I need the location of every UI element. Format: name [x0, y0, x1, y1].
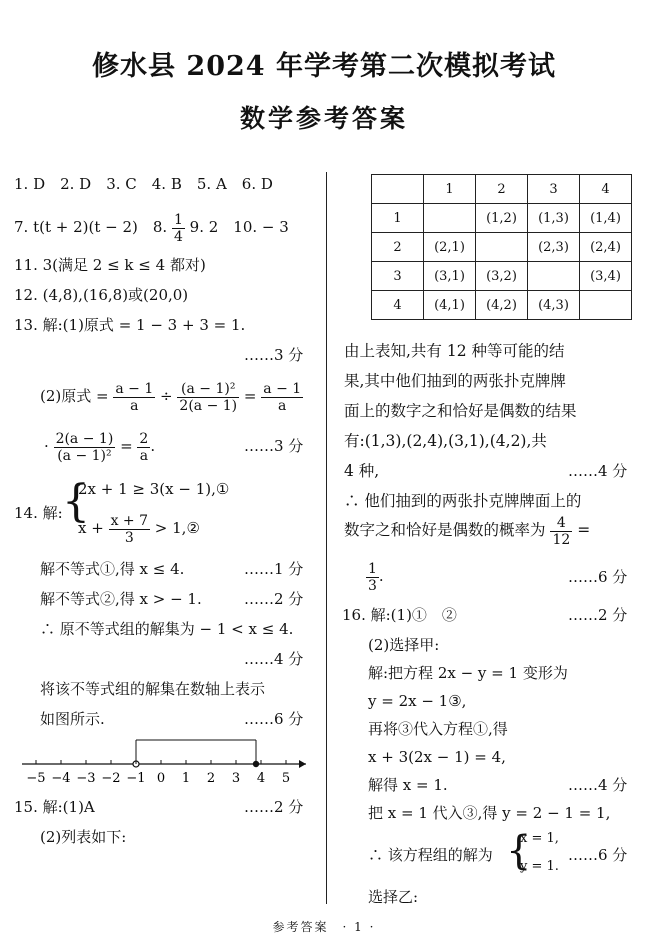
table-cell: (3,2)	[476, 262, 528, 291]
table-row	[372, 291, 632, 320]
table-cell: 3	[528, 175, 580, 204]
table-cell: (2,4)	[580, 233, 632, 262]
number-line-text-1: 将该不等式组的解集在数轴上表示	[40, 680, 266, 698]
score-13a: ……3 分	[244, 346, 304, 364]
text-r4: 有:(1,3),(2,4),(3,1),(4,2),共	[344, 432, 547, 450]
axis-tick-label: −2	[101, 771, 121, 786]
table-cell: (2,1)	[424, 233, 476, 262]
table-cell	[528, 262, 580, 291]
axis-tick-label: 0	[156, 771, 166, 786]
table-cell: 3	[372, 262, 424, 291]
table-cell: (4,1)	[424, 291, 476, 320]
score-15b: ……4 分	[568, 462, 628, 480]
fraction: $\frac{x + 7}{3}$	[110, 512, 149, 546]
exam-subtitle: 数学参考答案	[239, 104, 408, 133]
text-r15: 解得 x = 1.	[368, 776, 448, 794]
text-r11: 解:把方程 2x − y = 1 变形为	[368, 664, 568, 682]
table-cell: 1	[424, 175, 476, 204]
table-cell: 2	[476, 175, 528, 204]
inequality-2: x + $\frac{x + 7}{3}$ > 1,②	[78, 512, 200, 546]
table-cell: (3,4)	[580, 262, 632, 291]
score-14b: ……2 分	[244, 590, 304, 608]
score-16c: ……6 分	[568, 846, 628, 864]
answer-15-part2: (2)列表如下:	[40, 828, 127, 846]
answer-12: 12. (4,8),(16,8)或(20,0)	[14, 286, 189, 304]
table-cell: (1,3)	[528, 204, 580, 233]
table-row	[372, 204, 632, 233]
answer-14-label: 14. 解:	[14, 504, 63, 522]
table-cell: (4,2)	[476, 291, 528, 320]
text-r10: (2)选择甲:	[368, 636, 440, 654]
score-14e: ……6 分	[244, 710, 304, 728]
text-r12: y = 2x − 1③,	[368, 692, 467, 710]
axis-tick-label: 3	[231, 771, 241, 786]
axis-tick-label: 4	[256, 771, 266, 786]
text-r3: 面上的数字之和恰好是偶数的结果	[344, 402, 577, 420]
fraction-four-twelfths: $\frac{4}{12}$	[552, 514, 571, 548]
answer-13-part1: 13. 解:(1)原式 = 1 − 3 + 3 = 1.	[14, 316, 246, 334]
answer-16-part1: 16. 解:(1)① ②	[342, 606, 457, 624]
score-14a: ……1 分	[244, 560, 304, 578]
answer-9-10: 9. 2 10. − 3	[189, 218, 289, 236]
fraction-one-quarter: $\frac{1}{4}$	[173, 211, 183, 245]
text-r2: 果,其中他们抽到的两张扑克牌牌	[344, 372, 566, 390]
table-cell: 4	[372, 291, 424, 320]
fraction: $\frac{a - 1}{a}$	[263, 380, 302, 414]
axis-tick-label: 5	[281, 771, 291, 786]
system-brace: {	[62, 476, 90, 527]
number-line	[18, 736, 308, 790]
text-r13: 再将③代入方程①,得	[368, 720, 508, 738]
closed-point	[253, 761, 259, 767]
answers-7-10	[14, 209, 289, 245]
fraction: $\frac{\text{(a − 1)²}}{2(a - 1)}$	[179, 380, 238, 414]
axis-tick-label: −3	[76, 771, 96, 786]
table-cell	[476, 233, 528, 262]
axis-tick-label: −4	[51, 771, 71, 786]
solution-brace: {	[506, 828, 532, 874]
table-cell: 2	[372, 233, 424, 262]
axis-tick-label: 1	[181, 771, 191, 786]
number-line-text-2: 如图所示.	[40, 710, 105, 728]
solve-ineq-1: 解不等式①,得 x ≤ 4.	[40, 560, 185, 578]
table-cell: (4,3)	[528, 291, 580, 320]
score-15: ……2 分	[244, 798, 304, 816]
solution-x: x = 1,	[520, 831, 559, 846]
text-r5: 4 种,	[344, 462, 380, 480]
table-cell	[372, 175, 424, 204]
answer-13-part2-cont: · $\frac{2(a - 1)}{\text{(a − 1)²}}$ = $\frac{2}{a}$ .	[44, 430, 156, 464]
answer-11: 11. 3(满足 2 ≤ k ≤ 4 都对)	[14, 256, 206, 274]
page-footer: 参考答案 · 1 ·	[272, 920, 376, 934]
text-r18: 选择乙:	[368, 888, 419, 906]
table-cell: (3,1)	[424, 262, 476, 291]
score-16a: ……2 分	[568, 606, 628, 624]
answer-13-part2: (2)原式 = $\frac{a - 1}{a}$ ÷ $\frac{\text{(a − 1)²}}{2(a - 1)}$ = $\frac{a - 1}{a}$	[40, 380, 302, 414]
score-16b: ……4 分	[568, 776, 628, 794]
table-cell	[580, 291, 632, 320]
text-r14: x + 3(2x − 1) = 4,	[368, 748, 506, 766]
score-15c: ……6 分	[568, 568, 628, 586]
table-cell: (1,2)	[476, 204, 528, 233]
solution-y: y = 1.	[520, 859, 559, 874]
table-cell: (1,4)	[580, 204, 632, 233]
table-cell	[424, 204, 476, 233]
fraction: $\frac{2}{a}$	[139, 430, 149, 464]
score-14c: ……4 分	[244, 650, 304, 668]
axis-tick-label: 2	[206, 771, 216, 786]
text-r17: ∴ 该方程组的解为	[368, 846, 493, 864]
table-cell: 4	[580, 175, 632, 204]
answer-7-8: 7. t(t + 2)(t − 2) 8.	[14, 218, 168, 236]
text-r6: ∴ 他们抽到的两张扑克牌牌面上的	[344, 492, 582, 510]
column-divider	[326, 172, 327, 904]
answer-15-part1: 15. 解:(1)A	[14, 798, 95, 816]
inequality-1: 2x + 1 ≥ 3(x − 1),①	[78, 480, 230, 498]
axis-tick-label: −1	[126, 771, 146, 786]
text-r16: 把 x = 1 代入③,得 y = 2 − 1 = 1,	[368, 804, 611, 822]
table-cell: (2,3)	[528, 233, 580, 262]
axis-tick-label: −5	[26, 771, 46, 786]
answers-1-6: 1. D 2. D 3. C 4. B 5. A 6. D	[14, 175, 273, 193]
fraction-one-third: $\frac{1}{3}$	[368, 560, 377, 594]
table-row	[372, 233, 632, 262]
text-r7: 数字之和恰好是偶数的概率为 $\frac{4}{12}$ =	[344, 514, 591, 548]
fraction: $\frac{2(a - 1)}{\text{(a − 1)²}}$	[55, 430, 114, 464]
solve-ineq-2: 解不等式②,得 x > − 1.	[40, 590, 202, 608]
exam-title: 修水县 2024 年学考第二次模拟考试	[92, 51, 556, 82]
outcome-table	[371, 174, 632, 320]
text-r8: $\frac{1}{3}$ .	[368, 560, 384, 594]
table-row	[372, 262, 632, 291]
score-13b: ……3 分	[244, 437, 304, 455]
table-cell: 1	[372, 204, 424, 233]
solution-set: ∴ 原不等式组的解集为 − 1 < x ≤ 4.	[40, 620, 294, 638]
text-r1: 由上表知,共有 12 种等可能的结	[344, 342, 565, 360]
table-header-row	[372, 175, 632, 204]
fraction: $\frac{a - 1}{a}$	[115, 380, 154, 414]
